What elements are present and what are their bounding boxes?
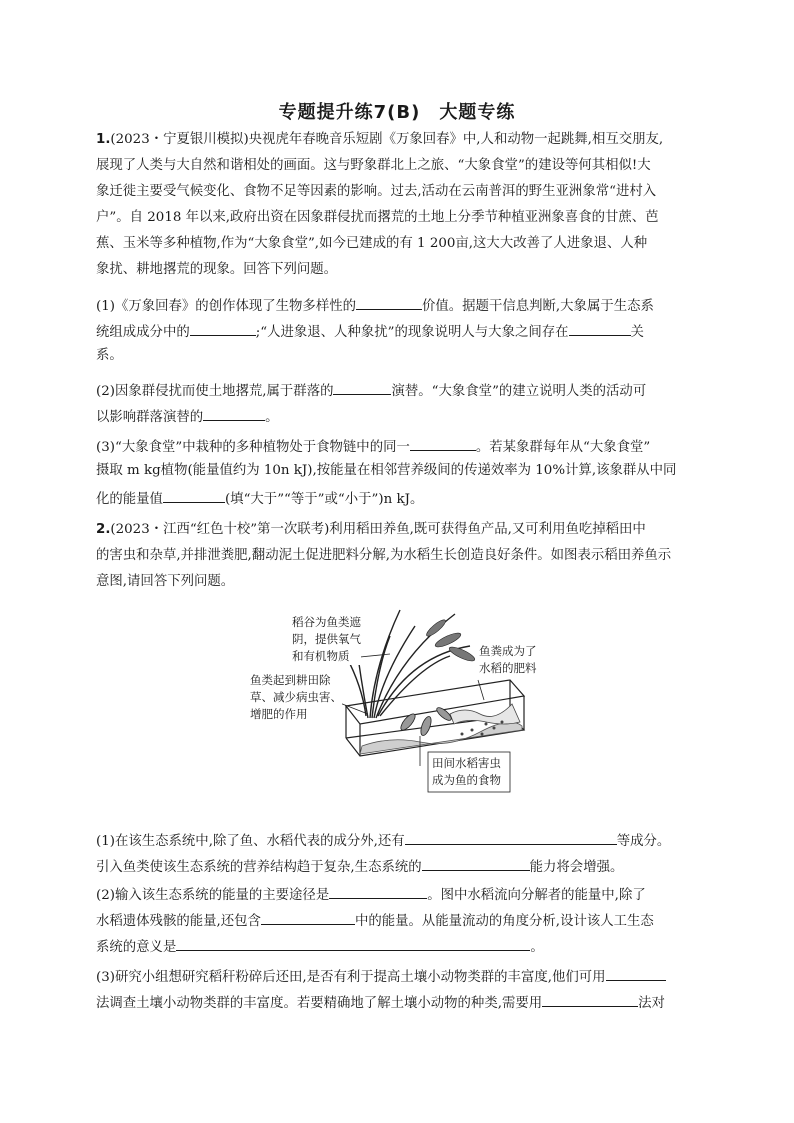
q2-sub2-blank-2[interactable] (261, 910, 355, 925)
callout-manure (479, 643, 537, 677)
callout-rice-line: 和有机物质 (292, 649, 350, 663)
q2-sub3-line-2 (96, 992, 665, 1013)
q2-sub3-line-1 (96, 966, 666, 987)
q1-sub3-text-a: (3)“大象食堂”中栽种的多种植物处于食物链中的同一 (96, 440, 410, 455)
q1-number: 1. (96, 132, 111, 147)
q2-sub1-text-c: 引入鱼类使该生态系统的营养结构趋于复杂,生态系统的 (96, 860, 422, 875)
q1-sub3-text-d: 化的能量值 (96, 492, 163, 507)
q2-sub2-text-b: 。图中水稻流向分解者的能量中,除了 (427, 888, 646, 903)
callout-pest-line: 田间水稻害虫 (432, 756, 501, 770)
q2-sub1-text-b: 等成分。 (616, 834, 671, 849)
q1-sub3-text-e: (填“大于”“等于”或“小于”)n kJ。 (224, 492, 424, 507)
q1-sub1-line-1 (96, 295, 654, 316)
q1-sub1-text-d: ;“人进象退、人种象扰”的现象说明人与大象之间存在 (255, 325, 569, 340)
q1-sub2-line-1 (96, 380, 646, 401)
q2-sub2-text-e: 系统的意义是 (96, 940, 177, 955)
q1-sub1-blank-2[interactable] (190, 321, 256, 336)
q1-sub1-text-e: 关 (630, 325, 644, 340)
q2-sub2-blank-1[interactable] (329, 884, 427, 899)
q1-sub3-line-1 (96, 436, 650, 457)
callout-manure-line: 水稻的肥料 (479, 661, 537, 675)
q1-sub2-blank-2[interactable] (203, 406, 265, 421)
q2-sub2-line-1 (96, 884, 646, 905)
q2-text-1: (2023・江西“红色十校”第一次联考)利用稻田养鱼,既可获得鱼产品,又可利用鱼吃掉稻田中 (110, 522, 646, 537)
q2-sub1-line-1 (96, 830, 670, 851)
q2-line-3: 意图,请回答下列问题。 (96, 574, 235, 589)
q1-line-2: 展现了人类与大自然和谐相处的画面。这与野象群北上之旅、“大象食堂”的建设等何其相似!大 (96, 158, 651, 173)
q1-sub2-text-c: 以影响群落演替的 (96, 410, 204, 425)
callout-rice (292, 614, 361, 665)
callout-pest (432, 755, 501, 789)
q2-sub1-text-d: 能力将会增强。 (529, 860, 624, 875)
callout-fish-line: 增肥的作用 (250, 707, 308, 721)
callout-fish-role (250, 672, 342, 723)
q2-sub3-text-b: 法调查土壤小动物类群的丰富度。若要精确地了解土壤小动物的种类,需要用 (96, 996, 543, 1011)
q2-line-1 (96, 521, 646, 539)
q2-sub3-blank-1[interactable] (606, 966, 666, 981)
q1-sub3-line-3 (96, 488, 423, 509)
rice-plant-icon (346, 610, 470, 718)
q2-sub1-blank-2[interactable] (422, 856, 530, 871)
q2-sub2-text-d: 中的能量。从能量流动的角度分析,设计该人工生态 (354, 914, 654, 929)
q1-sub1-line-3: 系。 (96, 348, 123, 363)
q1-line-3: 象迁徙主要受气候变化、食物不足等因素的影响。过去,活动在云南普洱的野生亚洲象常“进村入 (96, 184, 657, 199)
q2-sub2-line-2 (96, 910, 654, 931)
q1-sub2-blank-1[interactable] (333, 380, 391, 395)
callout-fish-line: 草、减少病虫害、 (250, 690, 342, 704)
page-title: 专题提升练7(B) 大题专练 (278, 102, 516, 123)
callout-manure-line: 鱼粪成为了 (479, 644, 537, 658)
q2-sub1-blank-1[interactable] (405, 830, 617, 845)
q2-sub1-line-2 (96, 856, 623, 877)
fish-icon (399, 706, 454, 737)
q1-line-4: 户”。自 2018 年以来,政府出资在因象群侵扰而撂荒的土地上分季节种植亚洲象喜食的甘蔗、芭 (96, 210, 659, 225)
q1-sub2-text-b: 演替。“大象食堂”的建立说明人类的活动可 (391, 384, 647, 399)
q1-text-1: (2023・宁夏银川模拟)央视虎年春晚音乐短剧《万象回春》中,人和动物一起跳舞,相互交朋友, (110, 132, 664, 147)
soil-layer (360, 722, 522, 754)
q1-sub2-text-a: (2)因象群侵扰而使土地撂荒,属于群落的 (96, 384, 334, 399)
rice-grain-icon (425, 618, 477, 664)
q1-line-5: 蕉、玉米等多种植物,作为“大象食堂”,如今已建成的有 1 200亩,这大大改善了人进象退、人种 (96, 236, 648, 251)
q2-sub2-blank-3[interactable] (176, 936, 530, 951)
q2-sub2-text-a: (2)输入该生态系统的能量的主要途径是 (96, 888, 330, 903)
q2-sub1-text-a: (1)在该生态系统中,除了鱼、水稻代表的成分外,还有 (96, 834, 405, 849)
callout-rice-line: 阴，提供氧气 (292, 632, 361, 646)
q1-sub2-text-d: 。 (265, 410, 279, 425)
q2-sub2-text-f: 。 (530, 940, 544, 955)
q1-line-1 (96, 131, 663, 149)
q2-number: 2. (96, 522, 111, 537)
rice-fish-diagram (250, 596, 537, 824)
callout-fish-line: 鱼类起到耕田除 (250, 673, 331, 687)
q1-sub3-text-b: 。若某象群每年从“大象食堂” (475, 440, 651, 455)
q2-sub3-text-a: (3)研究小组想研究稻秆粉碎后还田,是否有利于提高土壤小动物类群的丰富度,他们可用 (96, 970, 606, 985)
q1-sub1-blank-1[interactable] (356, 295, 422, 310)
q2-sub3-text-c: 法对 (638, 996, 665, 1011)
q1-sub1-text-b: 价值。据题干信息判断,大象属于生态系 (422, 299, 654, 314)
q2-line-2: 的害虫和杂草,并排泄粪肥,翻动泥土促进肥料分解,为水稻生长创造良好条件。如图表示稻田养鱼示 (96, 548, 672, 563)
q2-sub3-blank-2[interactable] (542, 992, 638, 1007)
q1-sub3-line-2: 摄取 m kg植物(能量值约为 10n kJ),按能量在相邻营养级间的传递效率为 10%计算,该象群从中同 (96, 463, 677, 478)
callout-pest-line: 成为鱼的食物 (432, 773, 501, 787)
q1-sub3-blank-2[interactable] (163, 488, 225, 503)
q1-sub1-line-2 (96, 321, 644, 342)
callout-rice-line: 稻谷为鱼类遮 (292, 615, 361, 629)
q1-sub1-text-c: 统组成成分中的 (96, 325, 190, 340)
q1-sub2-line-2 (96, 406, 279, 427)
q1-line-6: 象扰、耕地撂荒的现象。回答下列问题。 (96, 262, 338, 277)
q1-sub1-text-a: (1)《万象回春》的创作体现了生物多样性的 (96, 299, 356, 314)
q1-sub1-blank-3[interactable] (569, 321, 631, 336)
q1-sub3-blank-1[interactable] (410, 436, 476, 451)
q2-sub2-text-c: 水稻遗体残骸的能量,还包含 (96, 914, 261, 929)
q2-sub2-line-3 (96, 936, 544, 957)
